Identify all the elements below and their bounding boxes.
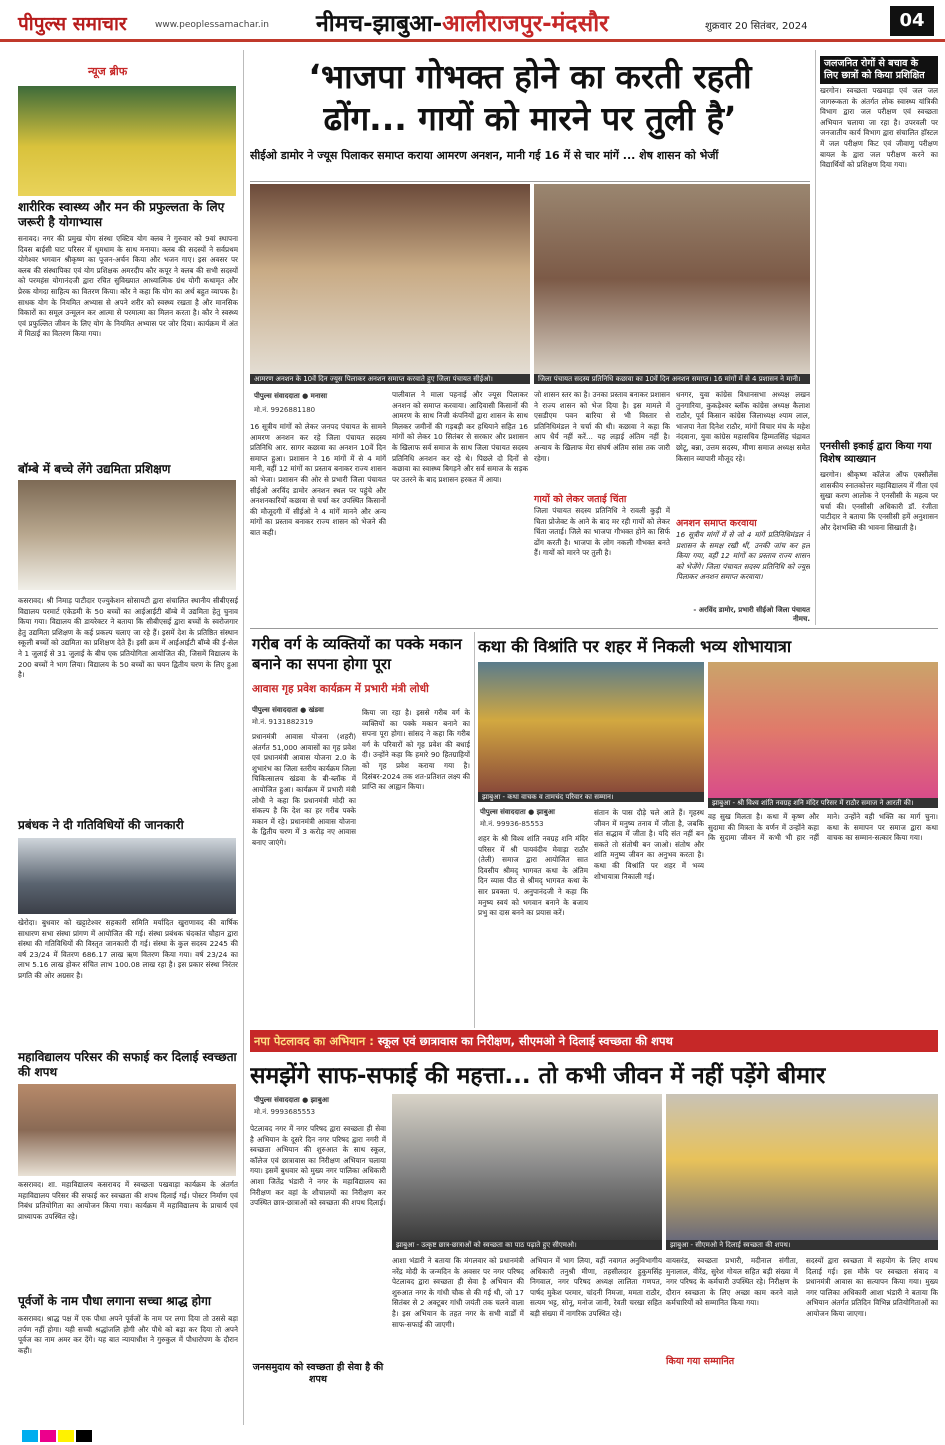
campaign-kicker-label: नपा पेटलावद का अभियान : bbox=[254, 1034, 374, 1048]
campaign-kicker-text: स्कूल एवं छात्रावास का निरीक्षण, सीएमओ ने दिलाई स्वच्छता की शपथ bbox=[373, 1034, 673, 1048]
pledge-photo bbox=[666, 1094, 938, 1240]
housing-headline: गरीब वर्ग के व्यक्तियों का पक्के मकान बनाने का सपना होगा पूरा bbox=[252, 635, 462, 673]
yellow-swatch bbox=[58, 1430, 74, 1442]
cleanliness-subhead: जनसमुदाय को स्वच्छता ही सेवा है की शपथ bbox=[252, 1362, 384, 1385]
main-col-3: जो शासन स्तर का है। उनका प्रस्ताव बनाकर प्रशासन ने राज्य शासन को भेज दिया है। इस मामले में एसडीएम पवन बारिया से भी विस्तार से प्रतिनिधिमंडल ने चर्चा की थी। कछावा ने कहा कि आप धैर्य नहीं करें... यह लड़ाई अंतिम नहीं है। अन्याय के खिलाफ मेरा संघर्ष अंतिम सांस तक जारी रहेगा। bbox=[534, 390, 670, 463]
manager-headline: प्रबंधक ने दी गतिविधियों की जानकारी bbox=[18, 818, 184, 832]
campaign-kicker bbox=[254, 1034, 938, 1049]
column-divider bbox=[474, 632, 475, 1028]
main-headline bbox=[250, 56, 810, 140]
ancestors-article-text: कसरावद। श्राद्ध पक्ष में एक पौधा अपने पूर्वजों के नाम पर लगा दिया तो उससे बड़ा तर्पण नहीं होगा। यही सच्ची श्रद्धांजलि होगी और पौधे को बड़ा कर दिया तो अपने पूर्वज का नाम अमर कर देंगे। यह बात न्यायाधीश ने गुरुकुल में पौधारोपण के दौरान कही। bbox=[18, 1314, 238, 1355]
news-brief-tag: न्यूज ब्रीफ bbox=[88, 65, 128, 78]
katha-col-3: वह सुख मिलता है। कथा में कृष्ण और सुदामा की मित्रता के वर्णन में उन्होंने कहा कि सुदामा जीवन में कभी भी हार नहीं माने। उन्होंने वही भक्ति का मार्ग चुना। कथा के समापन पर समाज द्वारा कथा वाचक का सम्मान-सत्कार किया गया। bbox=[708, 812, 938, 843]
region-title-main: नीमच-झाबुआ- bbox=[316, 11, 443, 37]
katha-photo-2 bbox=[708, 662, 938, 798]
website-url: www.peoplessamachar.in bbox=[155, 20, 269, 30]
cleanliness-col-5: सदस्यों द्वारा स्वच्छता में सहयोग के लिए शपथ दिलाई गई। इस मौके पर स्वच्छता संवाद व प्रधानमंत्री आवास का सत्यापन किया गया। मुख्य नगर पालिका अधिकारी आशा भंडारी ने बताया कि अभियान अंतर्गत प्रतिदिन विभिन्न प्रतियोगिताओं का आयोजन किया जाएगा। bbox=[806, 1256, 938, 1318]
katha-col-1: शहर के श्री विश्व शांति नवग्रह शनि मंदिर परिसर में श्री पायवंदीय मेवाड़ा राठौर (तेली) समाज द्वारा आयोजित सात दिवसीय श्रीमद् भागवत कथा के अंतिम दिन व्यास पीठ से श्रीमद् भागवत कथा के सार प्रवक्ता पं. अनुपानंदजी ने कहा कि मनुष्य स्वयं को भगवान बनाने के बजाय प्रभु का दास बनने का प्रयास करें। bbox=[478, 834, 588, 918]
cleanliness-mobile: मो.नं. 9993685553 bbox=[254, 1108, 316, 1116]
housing-col-2: किया जा रहा है। इससे गरीब वर्ग के व्यक्तियों का पक्के मकान बनाने का सपना पूरा होगा। सांसद ने कहा कि गरीब वर्ग के परिवारों को गृह प्रवेश की बधाई दी। उन्होंने कहा कि हमारे 90 हितग्राहियों को गृह प्रवेश कराया गया है। दिसंबर-2024 तक शत-प्रतिशत लक्ष्य की प्राप्ति का आह्वान किया। bbox=[362, 708, 470, 792]
magenta-swatch bbox=[40, 1430, 56, 1442]
photo-caption-3: झाबुआ - कथा वाचक व तामचंद परिवार का सम्मान। bbox=[478, 792, 704, 802]
photo-caption-4: झाबुआ - श्री विश्व शांति नवग्रह शनि मंदिर परिसर में राठौर समाज ने आरती की। bbox=[708, 798, 938, 808]
college-photo bbox=[18, 1084, 236, 1176]
cleanliness-col-2: आशा भंडारी ने बताया कि मंगलवार को प्रधानमंत्री नरेंद्र मोदी के जन्मदिन के अवसर पर नगर परिषद पेटलावद द्वारा स्वच्छता ही सेवा है अभियान की शुरुआत नगर के गांधी चौक से की गई थी, जो 17 सितंबर से 2 अक्टूबर गांधी जयंती तक चलने वाला है। इस अभियान के तहत नगर के सभी वार्डों में साफ-सफाई की जाएगी। bbox=[392, 1256, 524, 1329]
photo-caption-5: झाबुआ - उत्कृष्ट छात्र-छात्राओं को स्वच्छता का पाठ पढ़ाते हुए सीएमओ। bbox=[392, 1240, 662, 1250]
photo-caption-1: आमरण अनशन के 10वें दिन ज्यूस पिलाकर अनशन समाप्त करवाते हुए जिला पंचायत सीईओ। bbox=[250, 374, 530, 384]
school-inspection-photo bbox=[392, 1094, 662, 1240]
news-brief-tag-box bbox=[78, 64, 228, 82]
cleanliness-col-3: अभियान में भाग लिया, वहीं नवागत अनुविभागीय अधिकारी तनुश्री मीणा, तहसीलदार हुकुमसिंह निगवाल, नगर परिषद अध्यक्ष लालिता गणपत, पार्षद मुकेश परमार, चांदनी निमजा, ममता राठौर, सत्यम भट्ट, सोनू, मनोज जानी, रेवती चरखा सहित बड़ी संख्या में नागरिक उपस्थित रहे। bbox=[530, 1256, 662, 1318]
college-headline: महाविद्यालय परिसर की सफाई कर दिलाई स्वच्छता की शपथ bbox=[18, 1050, 237, 1079]
photo-caption-6: झाबुआ - सीएमओ ने दिलाई स्वच्छता की शपथ। bbox=[666, 1240, 938, 1250]
meeting-photo bbox=[18, 838, 236, 914]
manager-article-text: खेरोदा। बुधवार को खट्टाटेश्वर सहकारी समिति मर्यादित खुराणावद की वार्षिक साधारण सभा संस्था प्रांगण में आयोजित की गई। संस्था प्रबंधक चंदकांत चौहान द्वारा संस्था की गतिविधियों की विस्तृत जानकारी दी गई। संस्था के कुल सदस्य 2245 की वर्ष 23/24 में वितरण 686.17 लाख ऋण वितरण किया गया। वर्ष 23/24 का लाभ 5.16 लाख होकर संचित लाभ 100.08 लाख रहा है। इस प्रकार संस्था निरंतर प्रगति की ओर अग्रसर है। bbox=[18, 918, 238, 980]
hunger-strike-photo-2 bbox=[534, 184, 810, 374]
yoga-headline: शारीरिक स्वास्थ्य और मन की प्रफुल्लता के लिए जरूरी है योगाभ्यास bbox=[18, 200, 225, 229]
cyan-swatch bbox=[22, 1430, 38, 1442]
main-headline-line1: ‘भाजपा गोभक्त होने का करती रहती bbox=[308, 57, 752, 96]
black-swatch bbox=[76, 1430, 92, 1442]
main-col-3b: जिला पंचायत सदस्य प्रतिनिधि ने रावली कुड़ी में चिता प्रोजेक्ट के आने के बाद मर रही गायों को लेकर चिंता जताई। जिले का भाजपा गौभक्त होने का सिर्फ ढोंग करती है। भाजपा के लोग नकली गौभक्त बनते हैं। गायों को मारने पर तुली है। bbox=[534, 506, 670, 558]
housing-col-1: प्रधानमंत्री आवास योजना (शहरी) अंतर्गत 51,000 आवासों का गृह प्रवेश एवं प्रधानमंत्री आवास योजना 2.0 के शुभारंभ का जिला स्तरीय कार्यक्रम जिला चिकित्सालय खंडवा के बी-ब्लॉक में आयोजित हुआ। कार्यक्रम में प्रभारी मंत्री लोधी ने कहा कि प्रधानमंत्री मोदी का संकल्प है कि देश का हर गरीब पक्के मकान में रहे। प्रधानमंत्री आवास योजना के द्वितीय चरण में 3 करोड़ नए आवास बनाए जाएंगे। bbox=[252, 732, 356, 847]
katha-headline: कथा की विश्रांति पर शहर में निकली भव्य शोभायात्रा bbox=[478, 637, 792, 656]
yoga-photo bbox=[18, 86, 236, 196]
cows-subhead: गायों को लेकर जताई चिंता bbox=[534, 494, 627, 505]
bombay-headline: बॉम्बे में बच्चे लेंगे उद्यमिता प्रशिक्षण bbox=[18, 462, 171, 476]
college-article-text: कसरावद। शा. महाविद्यालय कसरावद में स्वच्छता पखवाड़ा कार्यक्रम के अंतर्गत महाविद्यालय परिसर की सफाई कर स्वच्छता की शपथ दिलाई गई। पोस्टर निर्माण एवं निबंध प्रतियोगिता का आयोजन किया गया। कार्यक्रम में महाविद्यालय के प्राचार्य एवं प्राध्यापक उपस्थित रहे। bbox=[18, 1180, 238, 1221]
region-title bbox=[316, 6, 609, 38]
region-title-highlight: आलीराजपुर-मंदसौर bbox=[442, 11, 609, 37]
katha-byline: पीपुल्स संवाददाता ● झाबुआ bbox=[480, 808, 555, 816]
housing-byline: पीपुल्स संवाददाता ● खंडवा bbox=[252, 706, 324, 714]
housing-subheadline: आवास गृह प्रवेश कार्यक्रम में प्रभारी मंत्री लोधी bbox=[252, 683, 429, 695]
katha-mobile: मो.नं. 99936-85553 bbox=[480, 820, 544, 828]
main-byline: पीपुल्स संवाददाता ● मनासा bbox=[254, 392, 328, 400]
housing-mobile: मो.नं. 9131882319 bbox=[252, 718, 314, 726]
page-number: 04 bbox=[890, 6, 934, 36]
newspaper-logo: पीपुल्स समाचार bbox=[18, 13, 127, 35]
right-article-text-1: खरगोन। स्वच्छता पखवाड़ा एवं जल जल जागरूकता के अंतर्गत लोक स्वास्थ्य यांत्रिकी विभाग द्वारा जल परीक्षण एवं स्वच्छता अभियान चलाया जा रहा है। उपरवली पर जनजातीय कार्य विभाग द्वारा संचालित हॉस्टल में जल परीक्षण किट एवं जीवाणु परीक्षण बायल के द्वारा जल परीक्षण करने का विद्यार्थियों को प्रशिक्षण दिया गया। bbox=[820, 86, 938, 170]
column-divider bbox=[243, 50, 244, 1425]
hunger-strike-photo-1 bbox=[250, 184, 530, 374]
ceo-quote: 16 सूत्रीय मांगों में से जो 4 मांगें प्रतिनिधिमंडल ने प्रशासन के समक्ष रखी थीं, उनकी जांच कर हल किया गया, वहीं 12 मांगों का प्रस्ताव राज्य शासन को भेजेंगे। जिला पंचायत सदस्य प्रतिनिधि को ज्यूस पिलाकर अनशन समाप्त करवाया। bbox=[676, 530, 810, 582]
right-headline-2: एनसीसी इकाई द्वारा किया गया विशेष व्याख्यान bbox=[820, 441, 932, 465]
yoga-article-text: सनावद। नगर की प्रमुख योग संस्था एक्टिव योग क्लब ने गुरुवार को 9वां स्थापना दिवस बाईसी घाट परिसर में धूमधाम के साथ मनाया। क्लब की सदस्यों ने सर्वप्रथम योगेश्वर भगवान श्रीकृष्ण का पूजन-अर्चन किया और भजन गाए। इस अवसर पर क्लब की संस्थापिका एवं योग प्रशिक्षक अमरदीप कौर कपूर ने क्लब की सभी सदस्यों को परमहंस योगानंदजी द्वारा रचित सुविख्यात आध्यात्मिक ग्रंथ योगी कथामृत और प्रेरक योगदा साहित्य का वितरण किया। कौर ने कहा कि योग का अर्थ बहुत व्यापक है। साधक योग के नियमित अभ्यास से अपने शरीर को स्वस्थ्य रखता है और मानसिक विकारों का समूल उन्मूलन कर आत्मा से परमात्मा का मिलन करता है। कौर ने स्वस्थ्य एवं प्रफुल्लित जीवन के लिए योग के नियमित अभ्यास पर जोर दिया। कार्यक्रम में अंत में मिठाई का वितरण किया गया। bbox=[18, 234, 238, 339]
cleanliness-col-4: वायसरंड, स्वच्छता प्रभारी, मदीनाल संगीता, मुनालाल, वीरेंद्र, सुरेश गोयल सहित बड़ी संख्या में नगर परिषद के कर्मचारी उपस्थित रहे। निरीक्षण के दौरान स्वच्छता के लिए अच्छा काम करने वाले कर्मचारियों को सम्मानित किया गया। bbox=[666, 1256, 798, 1308]
section-divider bbox=[250, 628, 938, 629]
main-col-2: पालीवाल ने माला पहनाई और ज्यूस पिलाकर अनशन को समाप्त करवाया। आदिवासी किसानों की आमरण के साथ निजी कंपनियों द्वारा शासन के साथ मिलकर जमीनों की गड़बड़ी कर हथियाने सहित 16 मांगों को लेकर 10 सितंबर से सरकार और प्रशासन के खिलाफ सर्व समाज के साथ जिला पंचायत सदस्य प्रतिनिधि अनशन कर रहे थे। पिछले दो दिनों से कछावा का स्वास्थ्य बिगड़ने और सर्व समाज के सड़क पर उतरने के बाद प्रशासन हरकत में आया। bbox=[392, 390, 528, 484]
right-headline-1: जलजनित रोगों से बचाव के लिए छात्रों को किया प्रशिक्षित bbox=[820, 56, 938, 84]
ceo-quote-attribution: - अरविंद डामोर, प्रभारी सीईओ जिला पंचायत नीमच. bbox=[693, 606, 810, 623]
ended-strike-subhead: अनशन समाप्त करवाया bbox=[676, 518, 757, 529]
katha-photo-1 bbox=[478, 662, 704, 792]
main-mobile: मो.नं. 9926881180 bbox=[254, 406, 316, 414]
main-col-4: धनगर, युवा कांग्रेस विधानसभा अध्यक्ष लखन तुनगारिया, कुकड़ेश्वर ब्लॉक कांग्रेस अध्यक्ष कैलाश राठौर, पूर्व किसान कांग्रेस जिलाध्यक्ष श्याम लाल, भाजपा नेता दिनेश राठौर, मांगों विचार मंच के महेश नंदवाना, युवा कांग्रेस महासचिव हिम्मतसिंह चंद्रावत छोटू, बन्ना, उत्तम सदस्य, मीणा समाज अध्यक्ष समेत किसान व्यापारी मौजूद रहे। bbox=[676, 390, 810, 463]
main-col-1: 16 सूत्रीय मांगों को लेकर जनपद पंचायत के सामने आमरण अनशन कर रहे जिला पंचायत सदस्य प्रतिनिधि आर. सागर कछावा का अनशन 10वें दिन समाप्त हुआ। प्रशासन ने 16 मांगों में से 4 मांगें मानी, वहीं 12 मांगों का प्रस्ताव बनाकर राज्य शासन को भेजा। प्रशासन की ओर से प्रभारी जिला पंचायत सीईओ अरविंद डामोर अनशन स्थल पर पहुंचे और अनशनकारियों कछावा से चर्चा कर उपस्थित किसानों की मौजूदगी में सीईओ ने 4 मांगें मानने और अन्य मांगों का प्रस्ताव बनाकर राज्य शासन को भेजने की बात कही। bbox=[250, 422, 386, 537]
cleanliness-col-1: पेटलावद नगर में नगर परिषद द्वारा स्वच्छता ही सेवा है अभियान के दूसरे दिन नगर परिषद द्वारा नगरी में स्वच्छता अभियान की शुरुआत के साथ स्कूल, कॉलेज एवं छात्रावास का निरीक्षण अभियान चलाया गया। इसमें बुधवार को मुख्य नगर पालिका अधिकारी आशा जितेंद्र भंडारी ने नगर के महाविद्यालय का निरीक्षण कर वहां के शौचालयों का निरीक्षण कर उपस्थित छात्र-छात्राओं को स्वच्छता की शपथ दिलाई। bbox=[250, 1124, 386, 1208]
cleanliness-byline: पीपुल्स संवाददाता ● झाबुआ bbox=[254, 1096, 329, 1104]
katha-col-2: संतान के पास दौड़े चले आते हैं। गृहस्थ जीवन में मनुष्य तनाव में जीता है, जबकि संत सद्भाव में जीता है। यदि संत नहीं बन सकते तो संतोषी बन जाओ। संतोष और शांति मनुष्य जीवन का अनुभव करता है। कथा की विश्रांति पर शहर में भव्य शोभायात्रा निकाली गई। bbox=[594, 808, 704, 881]
students-photo bbox=[18, 480, 236, 590]
photo-caption-2: जिला पंचायत सदस्य प्रतिनिधि कछावा का 10वें दिन अनशन समाप्त। 16 मांगों में से 4 प्रशासन ने मानी। bbox=[534, 374, 810, 384]
issue-date: शुक्रवार 20 सितंबर, 2024 bbox=[705, 21, 808, 32]
main-deck: सीईओ डामोर ने ज्यूस पिलाकर समाप्त कराया आमरण अनशन, मानी गई 16 में से चार मांगें ... शेष शासन को भेजीं bbox=[250, 148, 810, 182]
column-divider bbox=[815, 50, 816, 625]
right-article-text-2: खरगोन। श्रीकृष्ण कॉलेज ऑफ एक्सीलेंस शासकीय स्नातकोत्तर महाविद्यालय में गीता एवं सुखा करण आलोक ने एनसीसी के महत्व पर चर्चा की। एनसीसी अधिकारी डॉ. रंजीता पाटीदार ने बताया कि एनसीसी हमें अनुशासन और देशभक्ति की भावना सिखाती है। bbox=[820, 470, 938, 532]
cleanliness-headline: समझेंगे साफ-सफाई की महत्ता... तो कभी जीवन में नहीं पड़ेंगे बीमार bbox=[250, 1063, 826, 1089]
main-headline-line2: ढोंग... गायों को मारने पर तुली है’ bbox=[323, 99, 737, 138]
honored-subhead: किया गया सम्मानित bbox=[666, 1356, 735, 1367]
ancestors-headline: पूर्वजों के नाम पौधा लगाना सच्चा श्राद्ध होगा bbox=[18, 1294, 211, 1308]
bombay-article-text: कसरावद। श्री निमाड़ पाटीदार एज्युकेशन सोसायटी द्वारा संचालित स्थानीय सीबीएसई विद्यालय परमार्ट एकेडमी के 50 बच्चों का आईआईटी बॉम्बे में उद्यमिता हेतु चुनाव किया गया। विद्यालय की डायरेक्टर ने बताया कि सीबीएसई द्वारा बच्चों के स्वरोजगार हेतु उद्यमिता प्रशिक्षण के कई प्रकल्प चलाए जा रहे हैं। इसमें देश के प्रतिष्ठित संस्थान स्कूली बच्चों को उद्यमिता का प्रशिक्षण देते हैं। इसी क्रम में आईआईटी बॉम्बे की ई-सेल ने 1 जुलाई से 31 जुलाई के बीच एक प्रतियोगिता आयोजित की, जिसमें विद्यालय के 200 बच्चों ने भाग लिया। विद्यालय के 50 बच्चों का चयन द्वितीय चरण के लिए हुआ है। bbox=[18, 596, 238, 680]
